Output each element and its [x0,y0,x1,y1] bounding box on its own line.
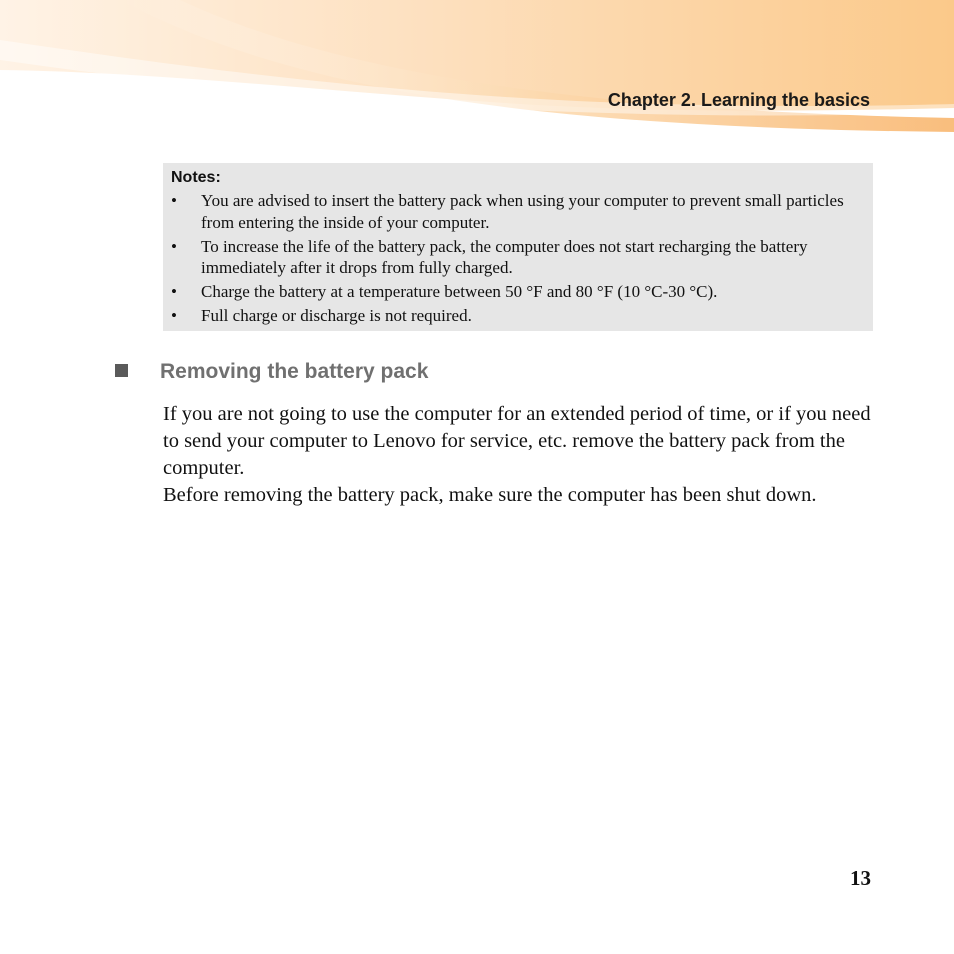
page-number: 13 [850,866,871,890]
list-item [171,305,863,327]
section-heading [115,360,428,384]
header-decoration [0,0,954,140]
notes-box [163,163,873,331]
list-item [171,236,863,279]
note-text: Charge the battery at a temperature between 50 °F and 80 °F (10 °C-30 °C). [201,282,718,301]
section-heading-text: Removing the battery pack [160,360,429,383]
bullet-icon: • [171,306,177,325]
body-text [163,401,873,509]
note-text: To increase the life of the battery pack, the computer does not start recharging the battery immediately after it drops from fully charged. [201,236,808,277]
paragraph: Before removing the battery pack, make sure the computer has been shut down. [163,484,817,506]
notes-list [171,190,863,327]
bullet-icon: • [171,191,177,210]
note-text: You are advised to insert the battery pack when using your computer to prevent small particles from entering the inside of your computer. [201,191,844,232]
paragraph: If you are not going to use the computer for an extended period of time, or if you need to send your computer to Lenovo for service, etc. remove the battery pack from the computer. [163,403,871,479]
bullet-icon: • [171,282,177,301]
note-text: Full charge or discharge is not required. [201,306,472,325]
list-item [171,281,863,303]
notes-title: Notes: [171,169,221,186]
chapter-title: Chapter 2. Learning the basics [607,90,870,110]
bullet-icon: • [171,236,177,256]
square-bullet-icon [115,364,128,377]
list-item [171,190,863,233]
